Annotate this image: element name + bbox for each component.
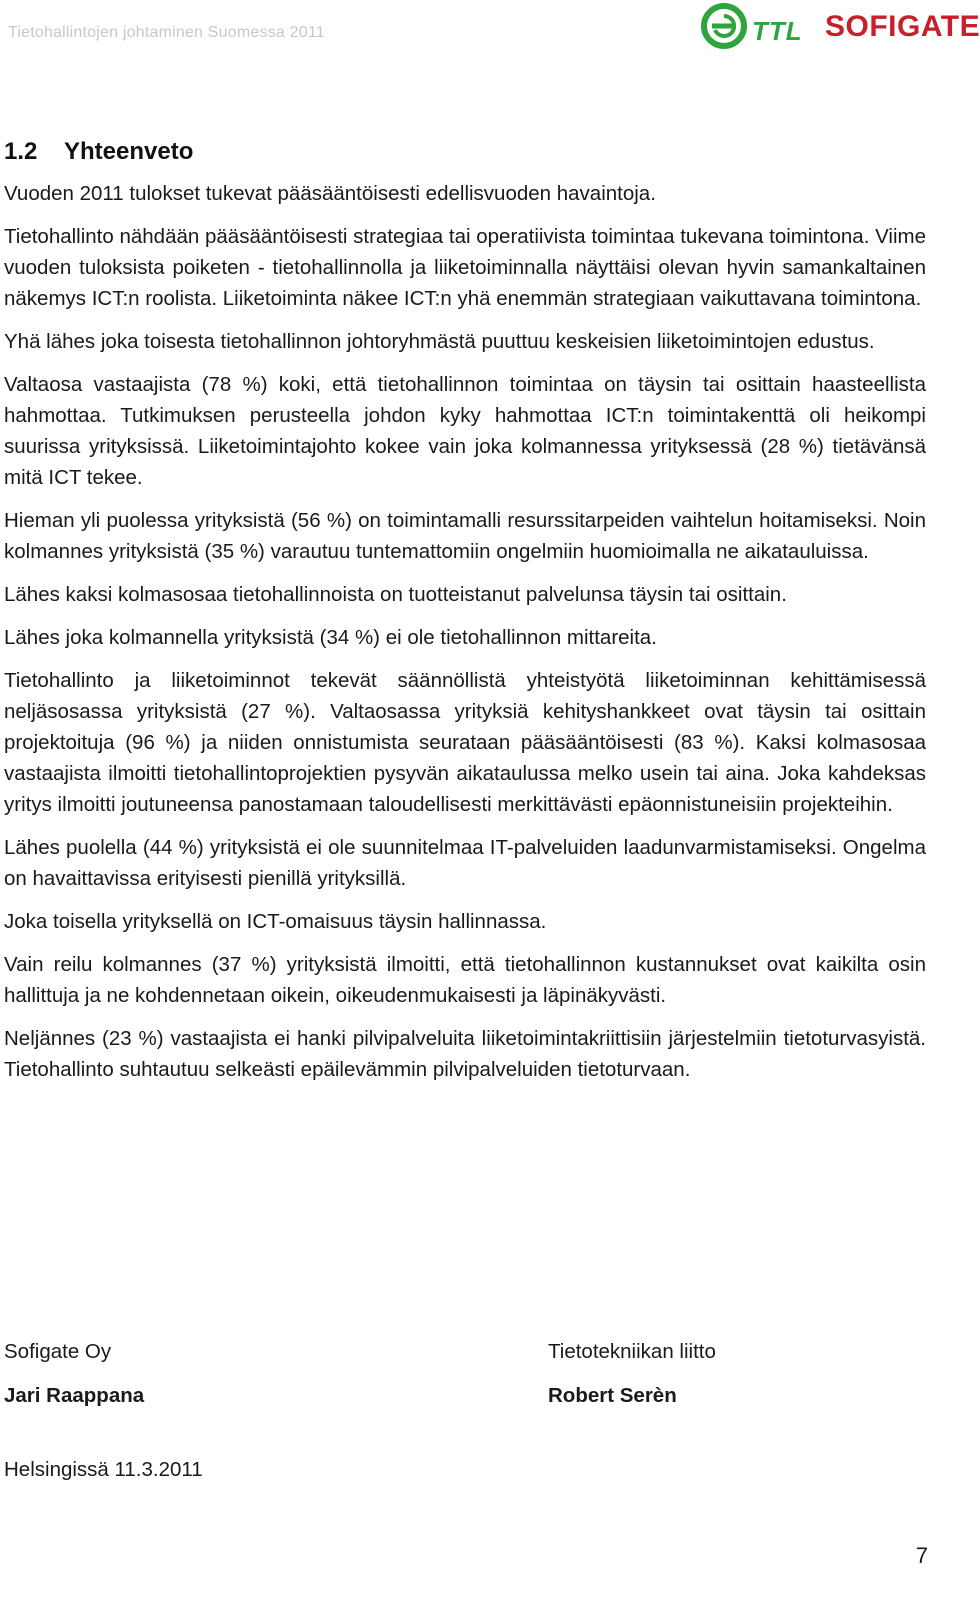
place-date: Helsingissä 11.3.2011 — [4, 1458, 203, 1481]
paragraph: Vuoden 2011 tulokset tukevat pääsääntöisesti edellisvuoden havaintoja. — [4, 182, 656, 205]
section-title: Yhteenveto — [64, 138, 194, 165]
document-title: Tietohallintojen johtaminen Suomessa 2011 — [8, 24, 325, 41]
section-number: 1.2 — [4, 138, 38, 165]
paragraph: Valtaosa vastaajista (78 %) koki, että tietohallinnon toimintaa on täysin tai osittain haasteellista hahmottaa. Tutkimuksen perusteella johdon kyky hahmottaa ICT:n toimintakenttä oli heikompi suurissa yrityksissä. Liiketoimintajohto kokee vain joka kolmannessa yrityksessä (28 %) tietävänsä mitä ICT tekee. — [4, 373, 926, 489]
ttl-logo-icon — [700, 2, 748, 50]
paragraph: Lähes joka kolmannella yrityksistä (34 %) ei ole tietohallinnon mittareita. — [4, 626, 657, 649]
section-heading — [4, 138, 193, 166]
paragraph: Joka toisella yrityksellä on ICT-omaisuus täysin hallinnassa. — [4, 910, 547, 933]
sofigate-logo-text: SOFIGATE — [825, 10, 980, 43]
signature-right-name: Robert Serèn — [548, 1384, 677, 1407]
paragraph: Vain reilu kolmannes (37 %) yrityksistä ilmoitti, että tietohallinnon kustannukset ovat kaikilta osin hallittuja ja ne kohdennetaan oikein, oikeudenmukaisesti ja läpinäkyvästi. — [4, 953, 926, 1007]
page-number: 7 — [915, 1543, 928, 1568]
paragraph: Lähes puolella (44 %) yrityksistä ei ole suunnitelmaa IT-palveluiden laadunvarmistamiseksi. Ongelma on havaittavissa erityisesti pienillä yrityksillä. — [4, 836, 926, 890]
logo-group — [700, 0, 980, 60]
summary-body — [4, 178, 926, 1097]
paragraph: Lähes kaksi kolmasosaa tietohallinnoista on tuotteistanut palvelunsa täysin tai osittain. — [4, 583, 787, 606]
paragraph: Neljännes (23 %) vastaajista ei hanki pilvipalveluita liiketoimintakriittisiin järjestelmiin tietoturvasyistä. Tietohallinto suhtautuu selkeästi epäilevämmin pilvipalveluiden tietoturvaan. — [4, 1027, 926, 1081]
paragraph: Hieman yli puolessa yrityksistä (56 %) on toimintamalli resurssitarpeiden vaihtelun hoitamiseksi. Noin kolmannes yrityksistä (35 %) varautuu tuntemattomiin ongelmiin huomioimalla ne aikatauluissa. — [4, 509, 926, 563]
ttl-logo-text: TTL — [752, 16, 803, 46]
signature-right-organization: Tietotekniikan liitto — [548, 1340, 716, 1363]
signature-left-organization: Sofigate Oy — [4, 1340, 112, 1363]
signature-left-name: Jari Raappana — [4, 1384, 145, 1407]
paragraph: Tietohallinto ja liiketoiminnot tekevät säännöllistä yhteistyötä liiketoiminnan kehittämisessä neljäsosassa yrityksistä (27 %). Valtaosassa yrityksiä kehityshankkeet ovat täysin tai osittain projektoituja (96 %) ja niiden onnistumista seurataan pääsääntöisesti (83 %). Kaksi kolmasosaa vastaajista ilmoitti tietohallintoprojektien pysyvän aikataulussa melko usein tai aina. Joka kahdeksas yritys ilmoitti joutuneensa panostamaan taloudellisesti merkittävästi epäonnistuneisiin projekteihin. — [4, 669, 926, 816]
paragraph: Yhä lähes joka toisesta tietohallinnon johtoryhmästä puuttuu keskeisien liiketoimintojen edustus. — [4, 330, 875, 353]
paragraph: Tietohallinto nähdään pääsääntöisesti strategiaa tai operatiivista toimintaa tukevana toimintona. Viime vuoden tuloksista poiketen - tietohallinnolla ja liiketoiminnalla näyttäisi olevan hyvin samankaltainen näkemys ICT:n roolista. Liiketoiminta näkee ICT:n yhä enemmän strategiaan vaikuttavana toimintona. — [4, 225, 926, 310]
